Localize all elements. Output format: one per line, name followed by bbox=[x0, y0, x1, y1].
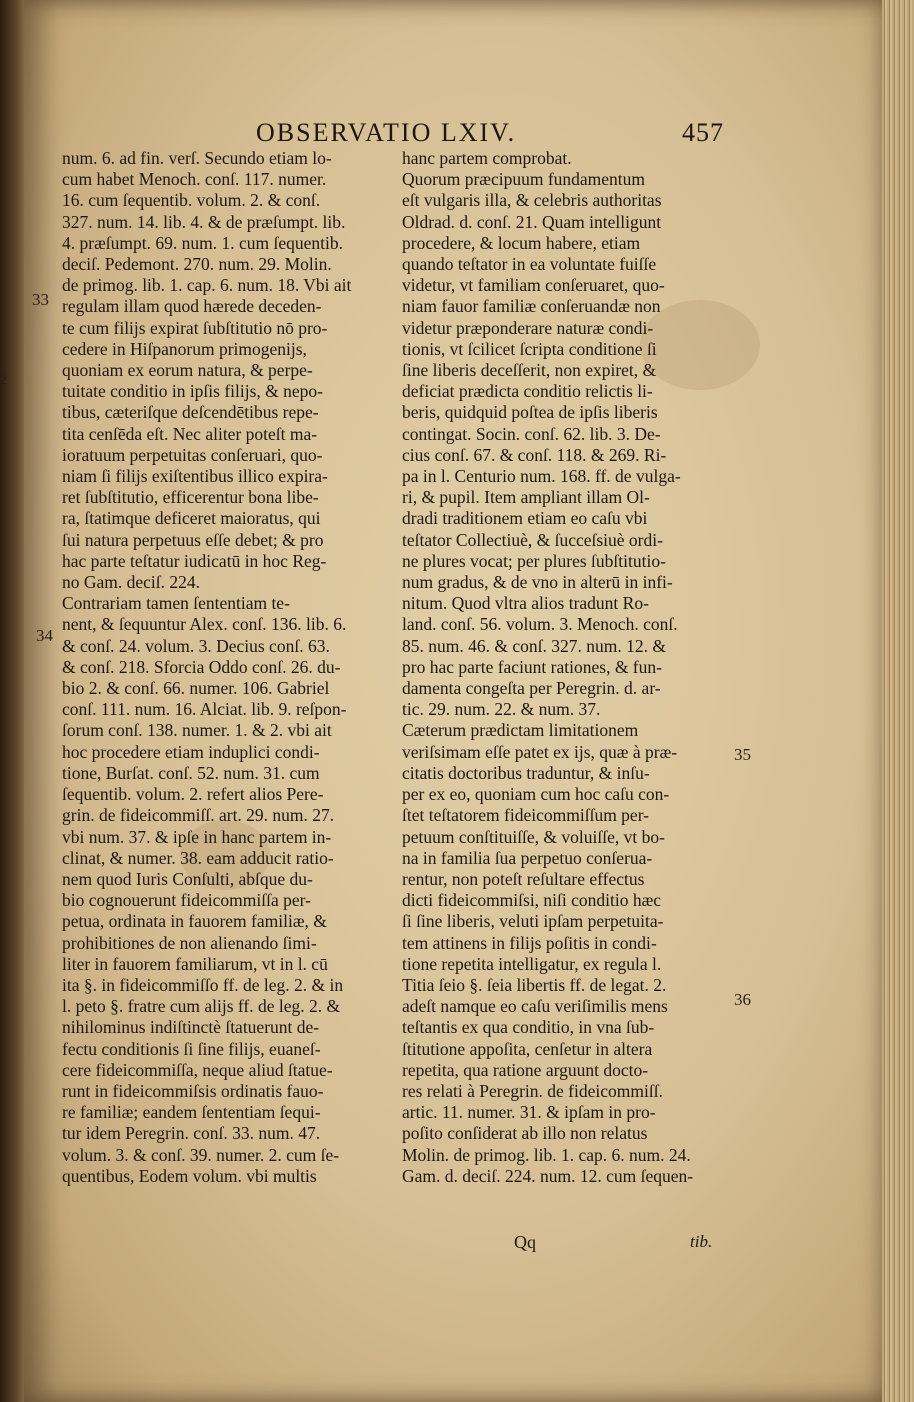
text-line: tione, Burſat. conſ. 52. num. 31. cum bbox=[62, 762, 320, 783]
text-line: niam fauor familiæ conſeruandæ non bbox=[402, 296, 661, 317]
text-line: hoc procedere etiam induplici condi- bbox=[62, 741, 320, 762]
text-line: Contrariam tamen ſententiam te- bbox=[62, 593, 290, 614]
text-line: cum habet Menoch. conſ. 117. numer. bbox=[62, 169, 327, 190]
text-line: ioratuum perpetuitas conſeruari, quo- bbox=[62, 444, 323, 465]
text-line: ſi ſine liberis, veluti ipſam perpetuita- bbox=[402, 911, 664, 932]
left-text-column bbox=[62, 148, 386, 1187]
text-line: l. peto §. fratre cum alijs ff. de leg. 2. & bbox=[62, 996, 341, 1017]
margin-note: 33 bbox=[32, 290, 49, 309]
text-line: tic. 29. num. 22. & num. 37. bbox=[402, 699, 601, 720]
facing-page-mark: 2 bbox=[0, 372, 7, 387]
text-line: num gradus, & de vno in alterū in infi- bbox=[402, 572, 673, 593]
text-line: conſ. 111. num. 16. Alciat. lib. 9. reſpon- bbox=[62, 699, 347, 720]
text-line: re familiæ; eandem ſententiam ſequi- bbox=[62, 1102, 321, 1123]
text-line: 4. præſumpt. 69. num. 1. cum ſequentib. bbox=[62, 232, 343, 253]
text-line: citatis doctoribus traduntur, & inſu- bbox=[402, 762, 650, 783]
text-line: poſito conſiderat ab illo non relatus bbox=[402, 1123, 648, 1144]
text-line: bio cognouerunt fideicommiſſa per- bbox=[62, 890, 311, 911]
text-line: per ex eo, quoniam cum hoc caſu con- bbox=[402, 784, 670, 805]
text-line: eſt vulgaris illa, & celebris authoritas bbox=[402, 190, 662, 211]
text-line: land. conſ. 56. volum. 3. Menoch. conſ. bbox=[402, 614, 678, 635]
text-line: tem attinens in filijs poſitis in condi- bbox=[402, 932, 657, 953]
text-line: na in familia ſua perpetuo conſerua- bbox=[402, 847, 653, 868]
text-line: fectu conditionis ſi ſine filijs, euaneſ- bbox=[62, 1038, 321, 1059]
text-line: nitum. Quod vltra alios tradunt Ro- bbox=[402, 593, 649, 614]
text-line: clinat, & numer. 38. eam adducit ratio- bbox=[62, 847, 334, 868]
text-line: Cæterum prædictam limitationem bbox=[402, 720, 639, 741]
text-line: 85. num. 46. & conſ. 327. num. 12. & bbox=[402, 635, 666, 656]
running-head bbox=[256, 118, 756, 150]
text-line: te cum filijs expirat ſubſtitutio nō pro- bbox=[62, 317, 328, 338]
text-line: Molin. de primog. lib. 1. cap. 6. num. 24. bbox=[402, 1144, 691, 1165]
text-line: tione repetita intelligatur, ex regula l. bbox=[402, 953, 662, 974]
text-line: ſui natura perpetuus eſſe debet; & pro bbox=[62, 529, 324, 550]
text-line: de primog. lib. 1. cap. 6. num. 18. Vbi ait bbox=[62, 275, 352, 296]
text-line: bio 2. & conſ. 66. numer. 106. Gabriel bbox=[62, 678, 330, 699]
text-line: ret ſubſtitutio, efficerentur bona libe- bbox=[62, 487, 319, 508]
text-line: ſtitutione appoſita, cenſetur in altera bbox=[402, 1038, 653, 1059]
text-line: nem quod Iuris Conſulti, abſque du- bbox=[62, 868, 313, 889]
text-line: rentur, non poteſt reſultare effectus bbox=[402, 868, 645, 889]
right-text-column bbox=[402, 148, 730, 1187]
text-line: cere fideicommiſſa, neque aliud ſtatue- bbox=[62, 1059, 333, 1080]
text-line: beris, quidquid poſtea de ipſis liberis bbox=[402, 402, 658, 423]
margin-note: 35 bbox=[734, 745, 751, 764]
text-line: petua, ordinata in fauorem familiæ, & bbox=[62, 911, 327, 932]
text-line: liter in fauorem familiarum, vt in l. cū bbox=[62, 953, 328, 974]
text-line: deciſ. Pedemont. 270. num. 29. Molin. bbox=[62, 254, 332, 275]
text-line: ſorum conſ. 138. numer. 1. & 2. vbi ait bbox=[62, 720, 332, 741]
margin-note: 34 bbox=[36, 626, 53, 645]
text-line: hac parte teſtatur iudicatū in hoc Reg- bbox=[62, 550, 327, 571]
text-line: deficiat prædicta conditio relictis li- bbox=[402, 381, 653, 402]
text-line: tuitate conditio in ipſis filijs, & nepo- bbox=[62, 381, 324, 402]
text-line: pro hac parte faciunt rationes, & fun- bbox=[402, 656, 662, 677]
text-line: no Gam. deciſ. 224. bbox=[62, 572, 201, 593]
text-line: grin. de fideicommiſſ. art. 29. num. 27. bbox=[62, 805, 335, 826]
text-line: vbi num. 37. & ipſe in hanc partem in- bbox=[62, 826, 332, 847]
text-line: tionis, vt ſcilicet ſcripta conditione ſi bbox=[402, 338, 657, 359]
text-line: num. 6. ad fin. verſ. Secundo etiam lo- bbox=[62, 148, 332, 168]
text-line: ſequentib. volum. 2. refert alios Pere- bbox=[62, 784, 324, 805]
text-line: nent, & ſequuntur Alex. conſ. 136. lib. 6. bbox=[62, 614, 347, 635]
catchword: tib. bbox=[690, 1232, 713, 1251]
text-line: tur idem Peregrin. conſ. 33. num. 47. bbox=[62, 1123, 321, 1144]
text-line: regulam illam quod hærede deceden- bbox=[62, 296, 322, 317]
text-line: artic. 11. numer. 31. & ipſam in pro- bbox=[402, 1102, 656, 1123]
text-line: dicti fideicommiſsi, niſi conditio hæc bbox=[402, 890, 662, 911]
text-line: petuum conſtituiſſe, & voluiſſe, vt bo- bbox=[402, 826, 665, 847]
text-line: procedere, & locum habere, etiam bbox=[402, 232, 641, 253]
text-line: Oldrad. d. conſ. 21. Quam intelligunt bbox=[402, 211, 662, 232]
text-line: teſtator Collectiuè, & ſucceſsiuè ordi- bbox=[402, 529, 663, 550]
text-line: cius conſ. 67. & conſ. 118. & 269. Ri- bbox=[402, 444, 667, 465]
text-line: hanc partem comprobat. bbox=[402, 148, 572, 168]
text-line: ita §. in fideicommiſſo ff. de leg. 2. & in bbox=[62, 974, 344, 995]
text-line: & conſ. 218. Sforcia Oddo conſ. 26. du- bbox=[62, 656, 341, 677]
text-line: dradi traditionem etiam eo caſu vbi bbox=[402, 508, 648, 529]
text-line: cedere in Hiſpanorum primogenijs, bbox=[62, 338, 307, 359]
margin-note: 36 bbox=[734, 990, 751, 1009]
text-line: nihilominus indiſtinctè ſtatuerunt de- bbox=[62, 1017, 320, 1038]
text-line: ra, ſtatimque deficeret maioratus, qui bbox=[62, 508, 321, 529]
text-line: quando teſtator in ea voluntate fuiſſe bbox=[402, 254, 657, 275]
text-line: videtur, vt familiam conſeruaret, quo- bbox=[402, 275, 665, 296]
text-line: & conſ. 24. volum. 3. Decius conſ. 63. bbox=[62, 635, 330, 656]
text-line: ſine liberis deceſſerit, non expiret, & bbox=[402, 360, 657, 381]
running-title: OBSERVATIO LXIV. bbox=[256, 118, 517, 147]
text-line: contingat. Socin. conſ. 62. lib. 3. De- bbox=[402, 423, 661, 444]
text-line: 327. num. 14. lib. 4. & de præſumpt. lib. bbox=[62, 211, 346, 232]
text-line: 16. cum ſequentib. volum. 2. & conſ. bbox=[62, 190, 321, 211]
page-number: 457 bbox=[682, 118, 724, 147]
text-line: quentibus, Eodem volum. vbi multis bbox=[62, 1165, 317, 1186]
text-line: adeſt namque eo caſu veriſimilis mens bbox=[402, 996, 668, 1017]
text-line: runt in fideicommiſsis ordinatis fauo- bbox=[62, 1080, 324, 1101]
text-line: quoniam ex eorum natura, & perpe- bbox=[62, 360, 313, 381]
text-line: pa in l. Centurio num. 168. ff. de vulga- bbox=[402, 466, 681, 487]
text-line: Titia ſeio §. ſeia libertis ff. de legat. 2. bbox=[402, 974, 667, 995]
text-line: repetita, qua ratione arguunt docto- bbox=[402, 1059, 649, 1080]
text-line: damenta congeſta per Peregrin. d. ar- bbox=[402, 678, 661, 699]
text-line: ne plures vocat; per plures ſubſtitutio- bbox=[402, 550, 666, 571]
text-line: volum. 3. & conſ. 39. numer. 2. cum ſe- bbox=[62, 1144, 340, 1165]
text-line: veriſsimam eſſe patet ex ijs, quæ à præ- bbox=[402, 741, 678, 762]
text-line: tita cenſēda eſt. Nec aliter poteſt ma- bbox=[62, 423, 318, 444]
text-line: prohibitiones de non alienando ſimi- bbox=[62, 932, 317, 953]
signature-mark: Qq bbox=[514, 1232, 536, 1252]
text-line: Gam. d. deciſ. 224. num. 12. cum ſequen- bbox=[402, 1165, 694, 1186]
text-line: res relati à Peregrin. de fideicommiſſ. bbox=[402, 1080, 663, 1101]
text-line: ſtet teſtatorem fideicommiſſum per- bbox=[402, 805, 649, 826]
text-line: tibus, cæteriſque deſcendētibus repe- bbox=[62, 402, 319, 423]
text-line: Quorum præcipuum fundamentum bbox=[402, 169, 646, 190]
text-line: teſtantis ex qua conditio, in vna ſub- bbox=[402, 1017, 655, 1038]
text-line: ri, & pupil. Item ampliant illam Ol- bbox=[402, 487, 650, 508]
page-fore-edge bbox=[882, 0, 914, 1402]
text-line: niam ſi filijs exiſtentibus illico expira- bbox=[62, 466, 328, 487]
text-line: videtur præponderare naturæ condi- bbox=[402, 317, 654, 338]
